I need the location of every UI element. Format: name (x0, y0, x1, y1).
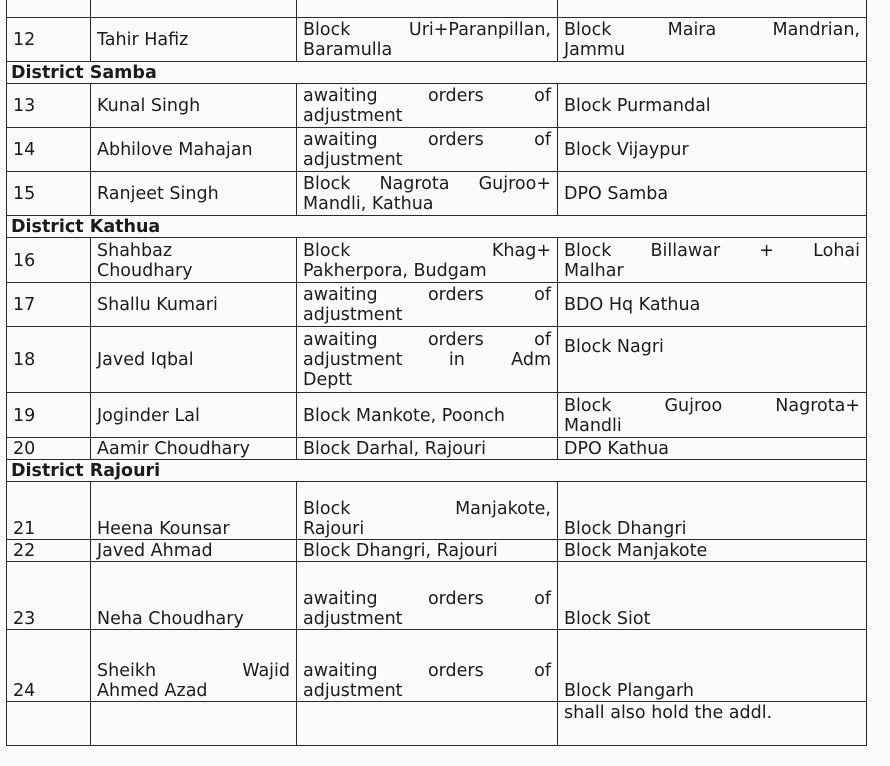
to-cell: BDO Hq Kathua (558, 283, 867, 327)
from-cell (297, 702, 558, 746)
to-cell: Block Siot (558, 562, 867, 630)
serial-cell: 12 (7, 18, 91, 62)
to-cell: Block Purmandal (558, 84, 867, 128)
from-cell: Block Manjakote, Rajouri (297, 482, 558, 540)
name-cell (91, 702, 297, 746)
serial-cell: 17 (7, 283, 91, 327)
from-cell: Block Dhangri, Rajouri (297, 540, 558, 562)
name-cell: Joginder Lal (91, 393, 297, 438)
table-row (7, 0, 867, 18)
name-cell: Sheikh Wajid Ahmed Azad (91, 630, 297, 702)
district-header-row (7, 216, 867, 238)
name-cell: Aamir Choudhary (91, 438, 297, 460)
table-row (7, 283, 867, 327)
table-row (7, 393, 867, 438)
serial-cell: 15 (7, 172, 91, 216)
to-cell (558, 0, 867, 18)
to-cell: Block Manjakote (558, 540, 867, 562)
to-cell: Block Plangarh (558, 630, 867, 702)
to-cell: shall also hold the addl. (558, 702, 867, 746)
serial-cell (7, 0, 91, 18)
to-cell: Block Maira Mandrian, Jammu (558, 18, 867, 62)
name-cell: Abhilove Mahajan (91, 128, 297, 172)
serial-cell: 21 (7, 482, 91, 540)
district-header-row (7, 460, 867, 482)
name-cell: Heena Kounsar (91, 482, 297, 540)
from-cell: Block Nagrota Gujroo+ Mandli, Kathua (297, 172, 558, 216)
name-cell: Shahbaz Choudhary (91, 238, 297, 283)
serial-cell: 22 (7, 540, 91, 562)
to-cell: Block Nagri (558, 327, 867, 393)
from-cell: Block Khag+ Pakherpora, Budgam (297, 238, 558, 283)
table-row (7, 172, 867, 216)
table-row (7, 540, 867, 562)
transfer-table (6, 0, 867, 746)
serial-cell: 24 (7, 630, 91, 702)
from-cell: Block Darhal, Rajouri (297, 438, 558, 460)
district-heading: District Samba (7, 62, 867, 84)
from-cell: awaiting orders of adjustment in Adm Deptt (297, 327, 558, 393)
serial-cell: 19 (7, 393, 91, 438)
serial-cell: 16 (7, 238, 91, 283)
district-heading: District Kathua (7, 216, 867, 238)
to-cell: Block Gujroo Nagrota+ Mandli (558, 393, 867, 438)
table-row (7, 438, 867, 460)
to-cell: Block Billawar + Lohai Malhar (558, 238, 867, 283)
name-cell: Ranjeet Singh (91, 172, 297, 216)
name-cell: Tahir Hafiz (91, 18, 297, 62)
name-cell: Kunal Singh (91, 84, 297, 128)
from-cell: Block Mankote, Poonch (297, 393, 558, 438)
table-row (7, 238, 867, 283)
table-row (7, 630, 867, 702)
serial-cell: 13 (7, 84, 91, 128)
from-cell: awaiting orders of adjustment (297, 128, 558, 172)
name-cell (91, 0, 297, 18)
table-row (7, 562, 867, 630)
serial-cell (7, 702, 91, 746)
name-cell: Neha Choudhary (91, 562, 297, 630)
serial-cell: 23 (7, 562, 91, 630)
to-cell: Block Vijaypur (558, 128, 867, 172)
serial-cell: 18 (7, 327, 91, 393)
table-row (7, 128, 867, 172)
table-row (7, 702, 867, 746)
from-cell: awaiting orders of adjustment (297, 562, 558, 630)
table-row (7, 482, 867, 540)
serial-cell: 14 (7, 128, 91, 172)
from-cell (297, 0, 558, 18)
to-cell: Block Dhangri (558, 482, 867, 540)
table-row (7, 84, 867, 128)
serial-cell: 20 (7, 438, 91, 460)
to-cell: DPO Kathua (558, 438, 867, 460)
district-header-row (7, 62, 867, 84)
from-cell: Block Uri+Paranpillan, Baramulla (297, 18, 558, 62)
from-cell: awaiting orders of adjustment (297, 84, 558, 128)
district-heading: District Rajouri (7, 460, 867, 482)
name-cell: Javed Iqbal (91, 327, 297, 393)
table-row (7, 327, 867, 393)
name-cell: Shallu Kumari (91, 283, 297, 327)
table-row (7, 18, 867, 62)
name-cell: Javed Ahmad (91, 540, 297, 562)
from-cell: awaiting orders of adjustment (297, 283, 558, 327)
to-cell: DPO Samba (558, 172, 867, 216)
from-cell: awaiting orders of adjustment (297, 630, 558, 702)
